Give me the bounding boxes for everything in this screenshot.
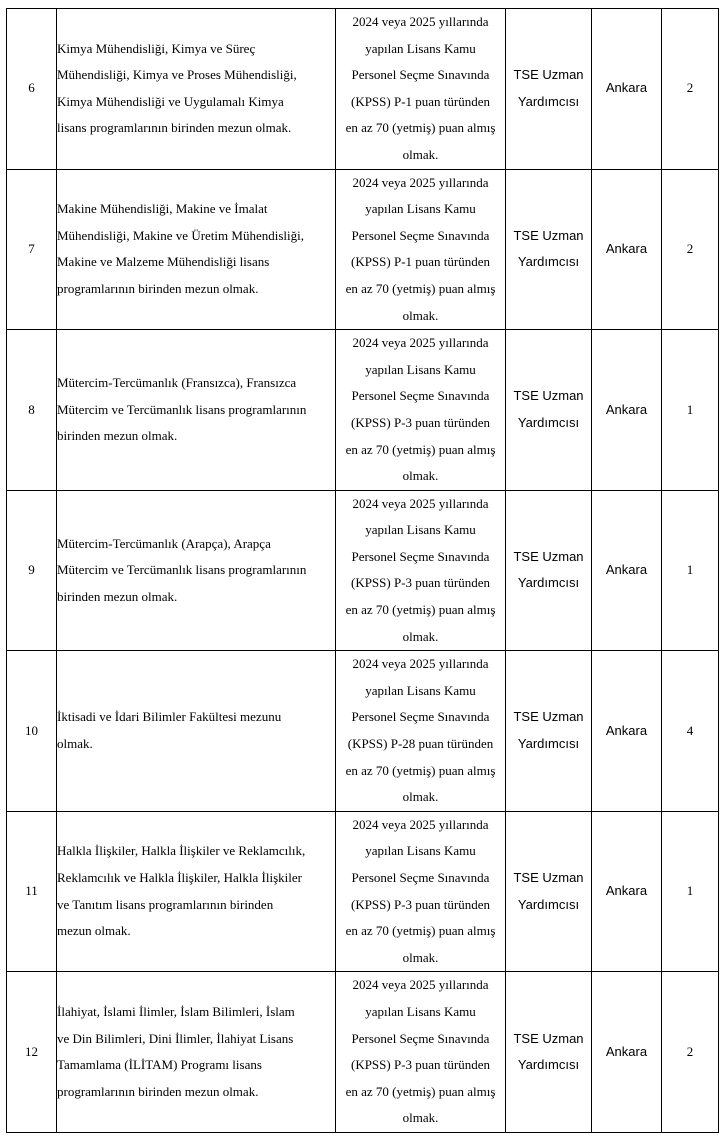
exam-requirement-line: 2024 veya 2025 yıllarında (352, 656, 489, 672)
exam-requirement-cell (336, 169, 506, 330)
table-row (7, 9, 719, 170)
requirement-cell (57, 651, 336, 812)
position-title-cell (506, 490, 592, 651)
exam-requirement-line: Personel Seçme Sınavında (351, 388, 490, 404)
exam-requirement-line: 2024 veya 2025 yıllarında (352, 816, 489, 832)
requirement-line: olmak. (57, 736, 93, 752)
city-cell: Ankara (592, 330, 662, 491)
exam-requirement-line: (KPSS) P-1 puan türünden (350, 254, 491, 270)
exam-requirement-line: (KPSS) P-3 puan türünden (350, 575, 491, 591)
exam-requirement-line: olmak. (402, 468, 439, 484)
table-row (7, 490, 719, 651)
exam-requirement-line: Personel Seçme Sınavında (351, 227, 490, 243)
row-number-cell: 8 (7, 330, 57, 491)
requirement-line: Mühendisliği, Kimya ve Proses Mühendisliği, (57, 67, 297, 83)
exam-requirement-line: Personel Seçme Sınavında (351, 870, 490, 885)
requirement-line: İktisadi ve İdari Bilimler Fakültesi mezunu (57, 709, 282, 725)
requirement-line: İlahiyat, İslami İlimler, İslam Bilimleri, İslam (57, 1003, 295, 1019)
requirement-line: Mütercim ve Tercümanlık lisans programlarının (57, 562, 307, 578)
exam-requirement-line: olmak. (402, 789, 439, 805)
exam-requirement-line: (KPSS) P-3 puan türünden (350, 1057, 491, 1073)
requirement-line: Makine Mühendisliği, Makine ve İmalat (57, 201, 268, 217)
requirement-cell (57, 330, 336, 491)
exam-requirement-line: 2024 veya 2025 yıllarında (352, 977, 489, 993)
exam-requirement-cell (336, 330, 506, 491)
position-title-line: TSE Uzman (513, 548, 584, 564)
requirement-line: ve Din Bilimleri, Dini İlimler, İlahiyat Lisans (57, 1030, 294, 1046)
exam-requirement-line: (KPSS) P-1 puan türünden (350, 93, 491, 109)
exam-requirement-line: yapılan Lisans Kamu (365, 201, 476, 217)
exam-requirement-line: olmak. (402, 146, 439, 162)
city-cell: Ankara (592, 651, 662, 812)
row-number-cell: 6 (7, 9, 57, 170)
position-title-line: TSE Uzman (513, 709, 584, 725)
position-title-cell (506, 811, 592, 972)
position-title-line: Yardımcısı (517, 896, 580, 912)
exam-requirement-line: olmak. (402, 628, 439, 644)
position-title-line: Yardımcısı (517, 1057, 580, 1073)
row-number-cell: 10 (7, 651, 57, 812)
requirement-line: Mütercim-Tercümanlık (Arapça), Arapça (57, 535, 271, 551)
requirement-line: programlarının birinden mezun olmak. (57, 280, 259, 296)
exam-requirement-line: en az 70 (yetmiş) puan almış (345, 762, 496, 778)
position-title-line: Yardımcısı (517, 93, 580, 109)
positions-table-body (7, 9, 719, 1133)
position-count-cell: 2 (662, 169, 719, 330)
exam-requirement-line: yapılan Lisans Kamu (365, 522, 476, 538)
row-number-cell: 7 (7, 169, 57, 330)
position-title-line: TSE Uzman (513, 67, 584, 83)
exam-requirement-line: 2024 veya 2025 yıllarında (352, 14, 489, 29)
position-title-cell (506, 9, 592, 170)
exam-requirement-line: Personel Seçme Sınavında (351, 67, 490, 83)
exam-requirement-line: en az 70 (yetmiş) puan almış (345, 1083, 496, 1099)
exam-requirement-line: olmak. (402, 949, 439, 965)
requirement-line: Halkla İlişkiler, Halkla İlişkiler ve Reklamcılık, (57, 843, 306, 859)
row-number-cell: 9 (7, 490, 57, 651)
requirement-line: Mütercim ve Tercümanlık lisans programlarının (57, 401, 307, 417)
requirement-line: ve Tanıtım lisans programlarının birinden (57, 896, 274, 912)
exam-requirement-line: yapılan Lisans Kamu (365, 682, 476, 698)
position-title-line: TSE Uzman (513, 388, 584, 404)
requirement-line: birinden mezun olmak. (57, 588, 178, 604)
exam-requirement-line: 2024 veya 2025 yıllarında (352, 495, 489, 511)
city-cell: Ankara (592, 811, 662, 972)
requirement-line: Mühendisliği, Makine ve Üretim Mühendisliği, (57, 227, 304, 243)
position-title-line: Yardımcısı (517, 414, 580, 430)
requirement-cell (57, 972, 336, 1133)
row-number-cell: 11 (7, 811, 57, 972)
position-title-cell (506, 972, 592, 1133)
exam-requirement-line: (KPSS) P-3 puan türünden (350, 896, 491, 912)
position-title-cell (506, 651, 592, 812)
exam-requirement-line: en az 70 (yetmiş) puan almış (345, 602, 496, 618)
exam-requirement-line: Personel Seçme Sınavında (351, 1030, 490, 1046)
table-row (7, 169, 719, 330)
exam-requirement-line: en az 70 (yetmiş) puan almış (345, 441, 496, 457)
exam-requirement-line: (KPSS) P-3 puan türünden (350, 414, 491, 430)
position-count-cell: 1 (662, 811, 719, 972)
city-cell: Ankara (592, 490, 662, 651)
position-count-cell: 4 (662, 651, 719, 812)
position-title-line: Yardımcısı (517, 736, 580, 752)
requirement-line: Reklamcılık ve Halkla İlişkiler, Halkla İlişkiler (57, 870, 302, 885)
exam-requirement-line: Personel Seçme Sınavında (351, 709, 490, 725)
exam-requirement-line: olmak. (402, 1110, 439, 1126)
city-cell: Ankara (592, 9, 662, 170)
position-title-line: TSE Uzman (513, 870, 584, 885)
exam-requirement-cell (336, 811, 506, 972)
table-row (7, 811, 719, 972)
exam-requirement-line: en az 70 (yetmiş) puan almış (345, 280, 496, 296)
requirement-cell (57, 9, 336, 170)
requirement-cell (57, 169, 336, 330)
exam-requirement-line: yapılan Lisans Kamu (365, 361, 476, 377)
requirement-line: mezun olmak. (57, 923, 131, 939)
exam-requirement-line: 2024 veya 2025 yıllarında (352, 335, 489, 351)
exam-requirement-line: yapılan Lisans Kamu (365, 40, 476, 56)
exam-requirement-cell (336, 490, 506, 651)
exam-requirement-line: olmak. (402, 307, 439, 323)
exam-requirement-line: en az 70 (yetmiş) puan almış (345, 120, 496, 136)
requirement-line: Mütercim-Tercümanlık (Fransızca), Fransızca (57, 375, 297, 391)
requirement-line: Kimya Mühendisliği ve Uygulamalı Kimya (57, 93, 284, 109)
position-count-cell: 2 (662, 972, 719, 1133)
requirement-cell (57, 811, 336, 972)
positions-table (6, 8, 719, 1133)
position-count-cell: 1 (662, 490, 719, 651)
exam-requirement-cell (336, 651, 506, 812)
exam-requirement-line: Personel Seçme Sınavında (351, 548, 490, 564)
table-row (7, 330, 719, 491)
position-count-cell: 1 (662, 330, 719, 491)
position-title-line: TSE Uzman (513, 1030, 584, 1046)
city-cell: Ankara (592, 169, 662, 330)
position-title-line: Yardımcısı (517, 575, 580, 591)
position-count-cell: 2 (662, 9, 719, 170)
requirement-line: birinden mezun olmak. (57, 428, 178, 444)
requirement-line: programlarının birinden mezun olmak. (57, 1083, 259, 1099)
table-row (7, 972, 719, 1133)
row-number-cell: 12 (7, 972, 57, 1133)
position-title-cell (506, 169, 592, 330)
exam-requirement-line: yapılan Lisans Kamu (365, 1003, 476, 1019)
requirement-line: Kimya Mühendisliği, Kimya ve Süreç (57, 40, 256, 56)
exam-requirement-cell (336, 972, 506, 1133)
requirement-line: lisans programlarının birinden mezun olmak. (57, 120, 292, 136)
table-row (7, 651, 719, 812)
requirement-line: Tamamlama (İLİTAM) Programı lisans (57, 1057, 262, 1073)
exam-requirement-line: (KPSS) P-28 puan türünden (347, 736, 494, 752)
position-title-line: Yardımcısı (517, 254, 580, 270)
requirement-line: Makine ve Malzeme Mühendisliği lisans (57, 254, 270, 270)
exam-requirement-line: en az 70 (yetmiş) puan almış (345, 923, 496, 939)
city-cell: Ankara (592, 972, 662, 1133)
position-title-line: TSE Uzman (513, 227, 584, 243)
exam-requirement-line: 2024 veya 2025 yıllarında (352, 174, 489, 190)
position-title-cell (506, 330, 592, 491)
requirement-cell (57, 490, 336, 651)
exam-requirement-line: yapılan Lisans Kamu (365, 843, 476, 859)
exam-requirement-cell (336, 9, 506, 170)
